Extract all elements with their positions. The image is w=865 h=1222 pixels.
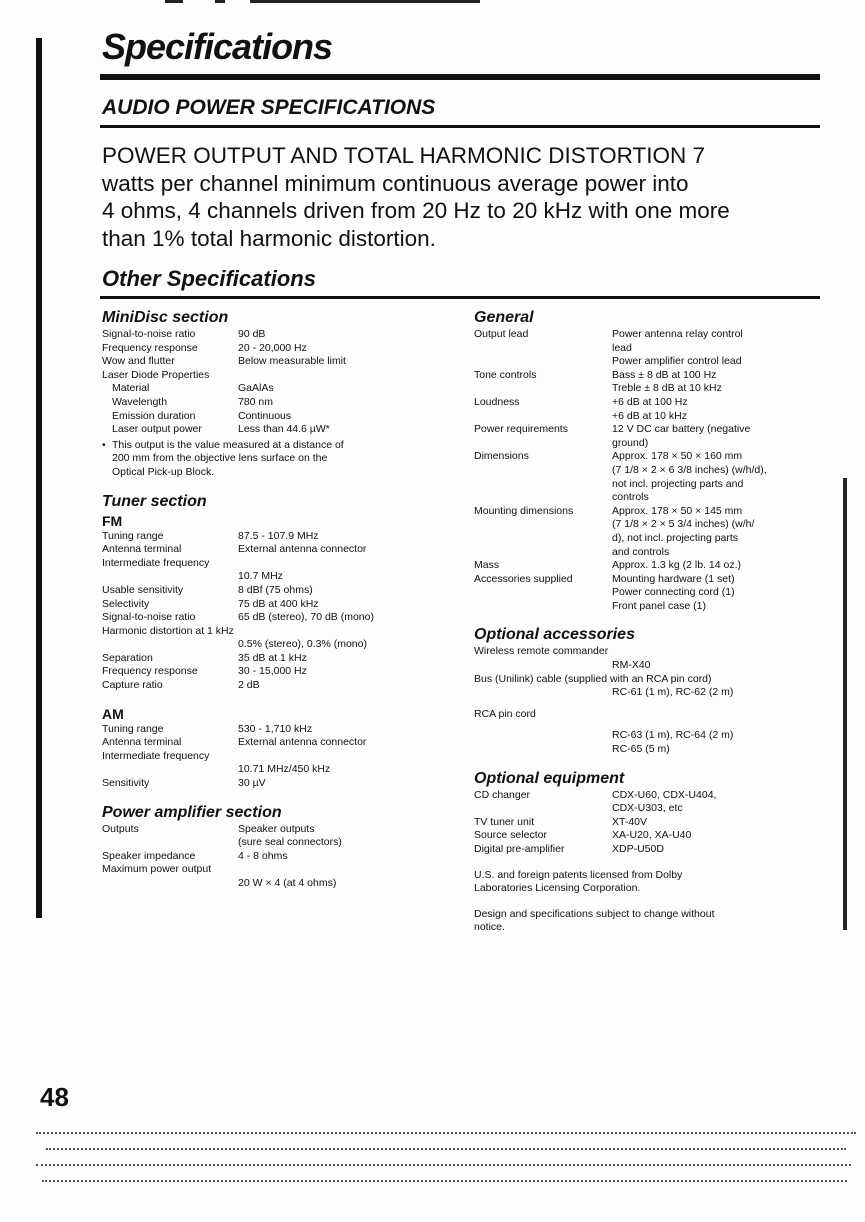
spec-value: RC-65 (5 m) (612, 743, 670, 756)
spec-value: Treble ± 8 dB at 10 kHz (612, 382, 722, 395)
optional-equipment-title: Optional equipment (474, 769, 625, 787)
spec-key: Selectivity (102, 597, 150, 610)
spec-row (102, 423, 472, 437)
spec-key: Intermediate frequency (102, 556, 210, 569)
design-line: Design and specifications subject to change without (474, 907, 715, 920)
spec-value: 10.7 MHz (238, 570, 283, 583)
power-line: 4 ohms, 4 channels driven from 20 Hz to 20 kHz with one more (102, 198, 730, 223)
spec-value: (7 1/8 × 2 × 5 3/4 inches) (w/h/ (612, 518, 755, 531)
spec-key: Loudness (474, 395, 520, 408)
spec-row (474, 829, 824, 843)
spec-row (474, 789, 824, 816)
spec-key: Tuning range (102, 529, 164, 542)
power-amp-title: Power amplifier section (102, 803, 282, 821)
spec-key: Antenna terminal (102, 736, 182, 749)
bullet: • (102, 438, 106, 451)
tuner-title: Tuner section (102, 492, 207, 510)
spec-row (102, 410, 472, 424)
spec-value: lead (612, 341, 632, 354)
spec-row (102, 763, 472, 777)
spec-row (102, 823, 472, 837)
spec-value: Power antenna relay control (612, 328, 743, 340)
spec-row (102, 396, 472, 410)
other-spec-heading: Other Specifications (102, 266, 316, 291)
spec-value: XT-40V (612, 815, 648, 828)
spec-key: Laser output power (112, 423, 202, 436)
spec-key: Signal-to-noise ratio (102, 328, 196, 340)
spec-key: Dimensions (474, 450, 529, 463)
spec-value: 10.71 MHz/450 kHz (238, 763, 331, 776)
spec-row (474, 328, 824, 369)
spec-row (474, 816, 824, 830)
spec-value: 780 nm (238, 395, 274, 408)
spec-value: Continuous (238, 409, 292, 422)
spec-value: 8 dBf (75 ohms) (238, 583, 313, 596)
spec-key: Wow and flutter (102, 355, 175, 368)
spec-key: Harmonic distortion at 1 kHz (102, 624, 234, 637)
spec-row (474, 369, 824, 396)
spec-value: Speaker outputs (238, 822, 315, 835)
spec-key: Usable sensitivity (102, 583, 184, 596)
spec-key: Separation (102, 651, 153, 664)
spec-key: Emission duration (112, 409, 196, 422)
spec-row (474, 423, 824, 450)
note-line: Optical Pick-up Block. (112, 465, 215, 478)
laser-heading: Laser Diode Properties (102, 368, 210, 381)
power-line: POWER OUTPUT AND TOTAL HARMONIC DISTORTION 7 (102, 143, 705, 168)
general-title: General (474, 309, 534, 326)
spec-row (102, 342, 472, 356)
spec-value: 75 dB at 400 kHz (238, 597, 319, 610)
spec-value: GaAlAs (238, 382, 274, 395)
spec-value: and controls (612, 545, 670, 558)
power-line: than 1% total harmonic distortion. (102, 225, 436, 251)
spec-key: TV tuner unit (474, 815, 535, 828)
spec-value: External antenna connector (238, 736, 367, 749)
spec-value: +6 dB at 100 Hz (612, 395, 688, 408)
spec-row (102, 836, 472, 850)
spec-row (474, 686, 824, 700)
audio-rule (100, 125, 820, 128)
spec-row (474, 843, 824, 857)
spec-value: 35 dB at 1 kHz (238, 651, 307, 664)
spec-value: d), not incl. projecting parts (612, 531, 739, 544)
spec-value: CDX-U60, CDX-U404, (612, 788, 717, 801)
spec-row (102, 679, 472, 693)
spec-key: Tone controls (474, 368, 537, 381)
laser-note (102, 439, 472, 480)
patent-line: Laboratories Licensing Corporation. (474, 882, 641, 895)
spec-key: Outputs (102, 822, 139, 835)
spec-value: XA-U20, XA-U40 (612, 829, 692, 842)
spec-value: 20 - 20,000 Hz (238, 341, 307, 354)
spec-value: CDX-U303, etc (612, 802, 683, 815)
spec-row (102, 777, 472, 791)
spec-key: Speaker impedance (102, 849, 196, 862)
spec-value: 30 - 15,000 Hz (238, 665, 307, 678)
spec-row (102, 736, 472, 750)
right-column (474, 308, 824, 935)
spec-value: 0.5% (stereo), 0.3% (mono) (238, 638, 367, 651)
left-column (102, 308, 472, 891)
audio-power-heading: AUDIO POWER SPECIFICATIONS (102, 96, 436, 119)
spec-row (102, 877, 472, 891)
fm-heading: FM (102, 512, 123, 529)
spec-row (102, 611, 472, 625)
minidisc-title: MiniDisc section (102, 309, 229, 326)
spec-value: controls (612, 491, 649, 504)
spec-row (102, 665, 472, 679)
design-notice (474, 908, 824, 935)
spec-row (102, 850, 472, 864)
spec-value: Approx. 178 × 50 × 160 mm (612, 450, 743, 463)
spec-row (102, 723, 472, 737)
spec-key: Signal-to-noise ratio (102, 611, 196, 624)
spec-row (474, 743, 824, 757)
spec-key: Wavelength (112, 395, 168, 408)
other-rule (100, 296, 820, 299)
title-rule (100, 74, 820, 80)
spec-key: Power requirements (474, 423, 568, 436)
spec-key: Digital pre-amplifier (474, 843, 565, 855)
spec-value: Power amplifier control lead (612, 355, 742, 368)
power-output-statement (102, 142, 822, 252)
left-margin-bar (36, 38, 42, 918)
spec-row (102, 382, 472, 396)
scan-noise (36, 1130, 856, 1200)
spec-row (102, 543, 472, 557)
patent-notice (474, 869, 824, 896)
optional-accessories-title: Optional accessories (474, 626, 635, 644)
spec-value: External antenna connector (238, 543, 367, 556)
spec-row (102, 530, 472, 544)
patent-line: U.S. and foreign patents licensed from Dolby (474, 868, 683, 881)
spec-row (102, 598, 472, 612)
page-title: Specifications (102, 26, 333, 67)
spec-value: Less than 44.6 µW* (238, 423, 330, 436)
spec-value: 12 V DC car battery (negative (612, 423, 751, 436)
spec-value: 65 dB (stereo), 70 dB (mono) (238, 611, 374, 624)
spec-key: Output lead (474, 328, 529, 340)
spec-value: RM-X40 (612, 659, 651, 672)
spec-value: Below measurable limit (238, 355, 346, 368)
spec-key: Antenna terminal (102, 543, 182, 556)
am-heading: AM (102, 705, 124, 722)
spec-row (474, 450, 824, 504)
spec-row (102, 570, 472, 584)
spec-value: ground) (612, 436, 649, 449)
spec-key: Tuning range (102, 722, 164, 735)
page-number: 48 (40, 1082, 69, 1112)
spec-value: Approx. 1.3 kg (2 lb. 14 oz.) (612, 559, 741, 572)
spec-row (102, 584, 472, 598)
spec-key: RCA pin cord (474, 707, 536, 720)
spec-key: Mass (474, 559, 500, 572)
spec-value: Mounting hardware (1 set) (612, 572, 735, 585)
spec-value: 530 - 1,710 kHz (238, 722, 313, 735)
spec-value: (7 1/8 × 2 × 6 3/8 inches) (w/h/d), (612, 463, 767, 476)
note-line: This output is the value measured at a distance of (112, 438, 344, 451)
spec-value: 20 W × 4 (at 4 ohms) (238, 877, 337, 889)
spec-value: +6 dB at 10 kHz (612, 409, 688, 422)
spec-value: XDP-U50D (612, 843, 664, 855)
spec-row (474, 559, 824, 573)
power-line: watts per channel minimum continuous average power into (102, 170, 689, 196)
spec-key: Frequency response (102, 665, 198, 678)
spec-row (474, 573, 824, 614)
spec-key: Wireless remote commander (474, 645, 609, 658)
spec-value: 90 dB (238, 328, 266, 340)
spec-row (102, 355, 472, 369)
spec-value: Approx. 178 × 50 × 145 mm (612, 504, 743, 517)
spec-value: 87.5 - 107.9 MHz (238, 529, 319, 542)
spec-value: 4 - 8 ohms (238, 849, 288, 862)
design-line: notice. (474, 921, 505, 934)
spec-value: Front panel case (1) (612, 599, 706, 612)
spec-key: Material (112, 382, 150, 395)
spec-row (102, 652, 472, 666)
spec-row (474, 659, 824, 673)
spec-value: RC-63 (1 m), RC-64 (2 m) (612, 729, 734, 742)
spec-key: Accessories supplied (474, 572, 573, 585)
spec-value: Bass ± 8 dB at 100 Hz (612, 368, 717, 381)
note-line: 200 mm from the objective lens surface on the (112, 452, 328, 465)
spec-value: not incl. projecting parts and (612, 477, 744, 490)
spec-key: Source selector (474, 829, 547, 842)
spec-row (102, 328, 472, 342)
spec-key: Intermediate frequency (102, 749, 210, 762)
spec-key: Maximum power output (102, 863, 212, 876)
spec-key: CD changer (474, 788, 531, 801)
spec-key: Frequency response (102, 341, 198, 354)
spec-key: Bus (Unilink) cable (supplied with an RCA pin cord) (474, 672, 712, 685)
spec-value: 2 dB (238, 679, 260, 692)
top-scan-marks (165, 0, 495, 5)
spec-row (102, 638, 472, 652)
spec-row (474, 729, 824, 743)
spec-value: (sure seal connectors) (238, 836, 342, 849)
spec-row (474, 505, 824, 559)
spec-key: Mounting dimensions (474, 504, 574, 517)
spec-key: Sensitivity (102, 777, 150, 790)
right-margin-bar (843, 478, 847, 930)
spec-row (474, 396, 824, 423)
spec-key: Capture ratio (102, 679, 163, 692)
spec-value: Power connecting cord (1) (612, 586, 735, 599)
spec-value: RC-61 (1 m), RC-62 (2 m) (612, 686, 734, 699)
spec-value: 30 µV (238, 777, 266, 790)
